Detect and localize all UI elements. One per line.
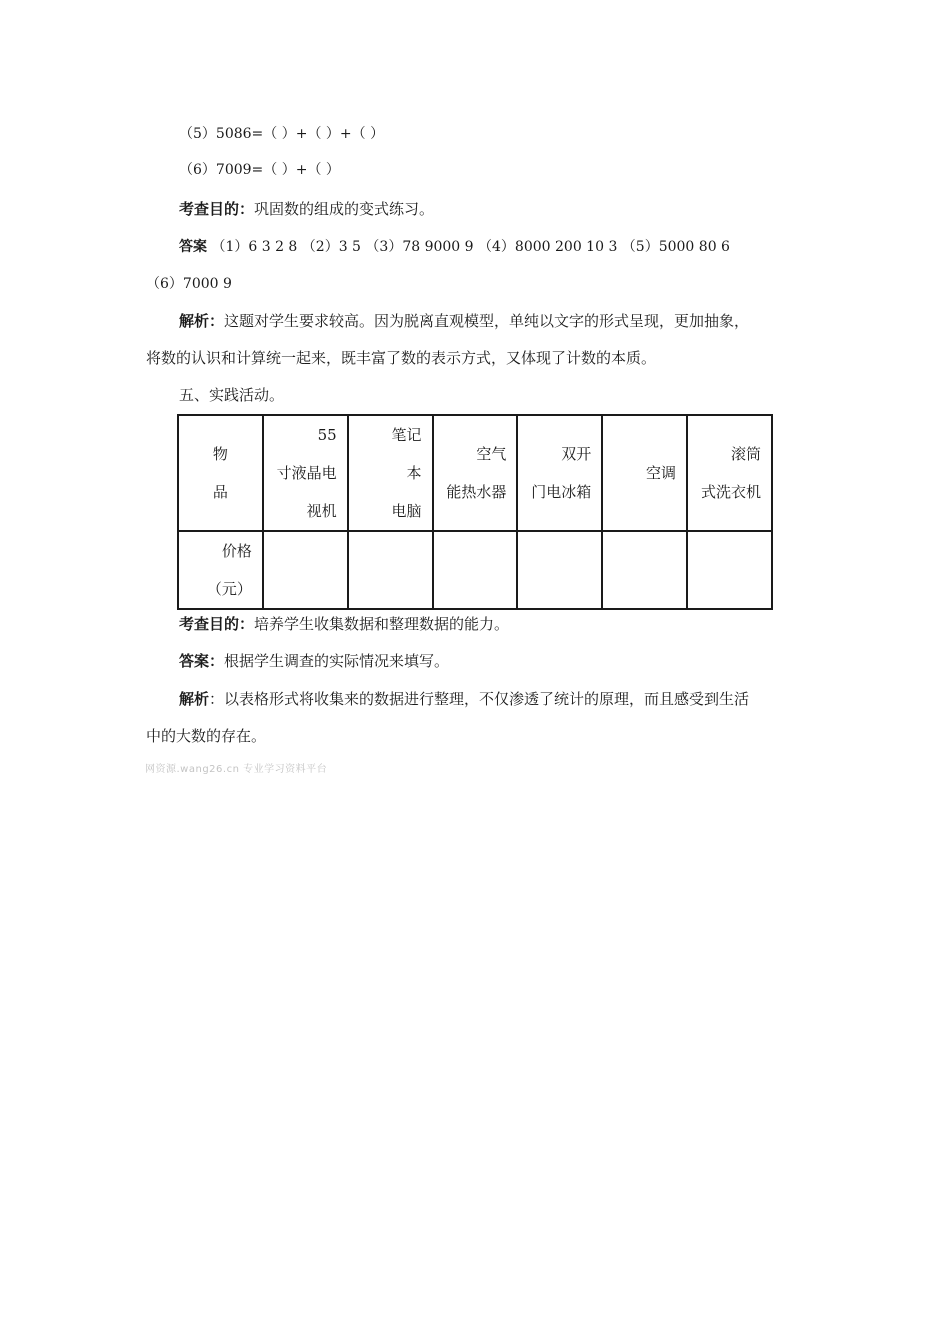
answer-text-2: 根据学生调查的实际情况来填写。: [224, 652, 450, 670]
price-cell[interactable]: [433, 531, 518, 609]
analysis-line-2: 将数的认识和计算统一起来，既丰富了数的表示方式，又体现了计数的本质。: [146, 349, 657, 367]
purpose-label-2: 考查目的：: [179, 615, 255, 633]
answer-line-1: [179, 237, 730, 257]
table-row-price: [178, 531, 772, 609]
header-cell-tv: 55 寸液晶电 视机: [276, 426, 337, 520]
header-cell-fridge: 双开 门电冰箱: [531, 445, 592, 501]
answer-line-2: （6）7000 9: [146, 276, 232, 292]
price-cell[interactable]: [602, 531, 687, 609]
purpose-line-2: [179, 614, 509, 634]
price-table: [177, 414, 773, 610]
answer-line-3: [179, 651, 449, 671]
header-cell-water-heater: 空气 能热水器: [446, 445, 507, 501]
header-cell-washer: 滚筒 式洗衣机: [700, 445, 761, 501]
purpose-line-1: [179, 199, 434, 219]
answer-label-2: 答案：: [179, 652, 225, 670]
analysis-label-2: 解析: [179, 690, 210, 708]
analysis-label: 解析：: [179, 312, 225, 330]
purpose-text: 巩固数的组成的变式练习。: [254, 200, 435, 218]
answer-text: （1）6 3 2 8 （2）3 5 （3）78 9000 9 （4）8000 200 10 3 （5）5000 80 6: [211, 239, 730, 255]
analysis-text-2: ：以表格形式将收集来的数据进行整理，不仅渗透了统计的原理，而且感受到生活: [209, 690, 750, 708]
purpose-text-2: 培养学生收集数据和整理数据的能力。: [254, 615, 510, 633]
analysis-text: 这题对学生要求较高。因为脱离直观模型，单纯以文字的形式呈现，更加抽象，: [224, 312, 750, 330]
exercise-5: （5）5086=（ ）+（ ）+（ ）: [179, 126, 385, 142]
analysis-line-4: 中的大数的存在。: [146, 727, 267, 745]
price-cell[interactable]: [517, 531, 602, 609]
price-cell[interactable]: [263, 531, 348, 609]
row-label-price: 价格 （元）: [206, 542, 252, 598]
header-cell-item: 物 品: [212, 445, 228, 501]
analysis-line-1: [179, 311, 749, 331]
section-heading: 五、实践活动。: [179, 386, 285, 404]
price-cell[interactable]: [687, 531, 772, 609]
table-header-row: [178, 415, 772, 531]
header-cell-laptop: 笔记 本 电脑: [391, 426, 422, 520]
analysis-line-3: [179, 689, 749, 709]
header-cell-ac: 空调: [646, 464, 677, 482]
price-cell[interactable]: [348, 531, 433, 609]
exercise-6: （6）7009=（ ）+（ ）: [179, 162, 340, 178]
answer-label: 答案: [179, 239, 207, 255]
purpose-label: 考查目的：: [179, 200, 255, 218]
watermark: 网资源.wang26.cn 专业学习资料平台: [145, 764, 328, 775]
